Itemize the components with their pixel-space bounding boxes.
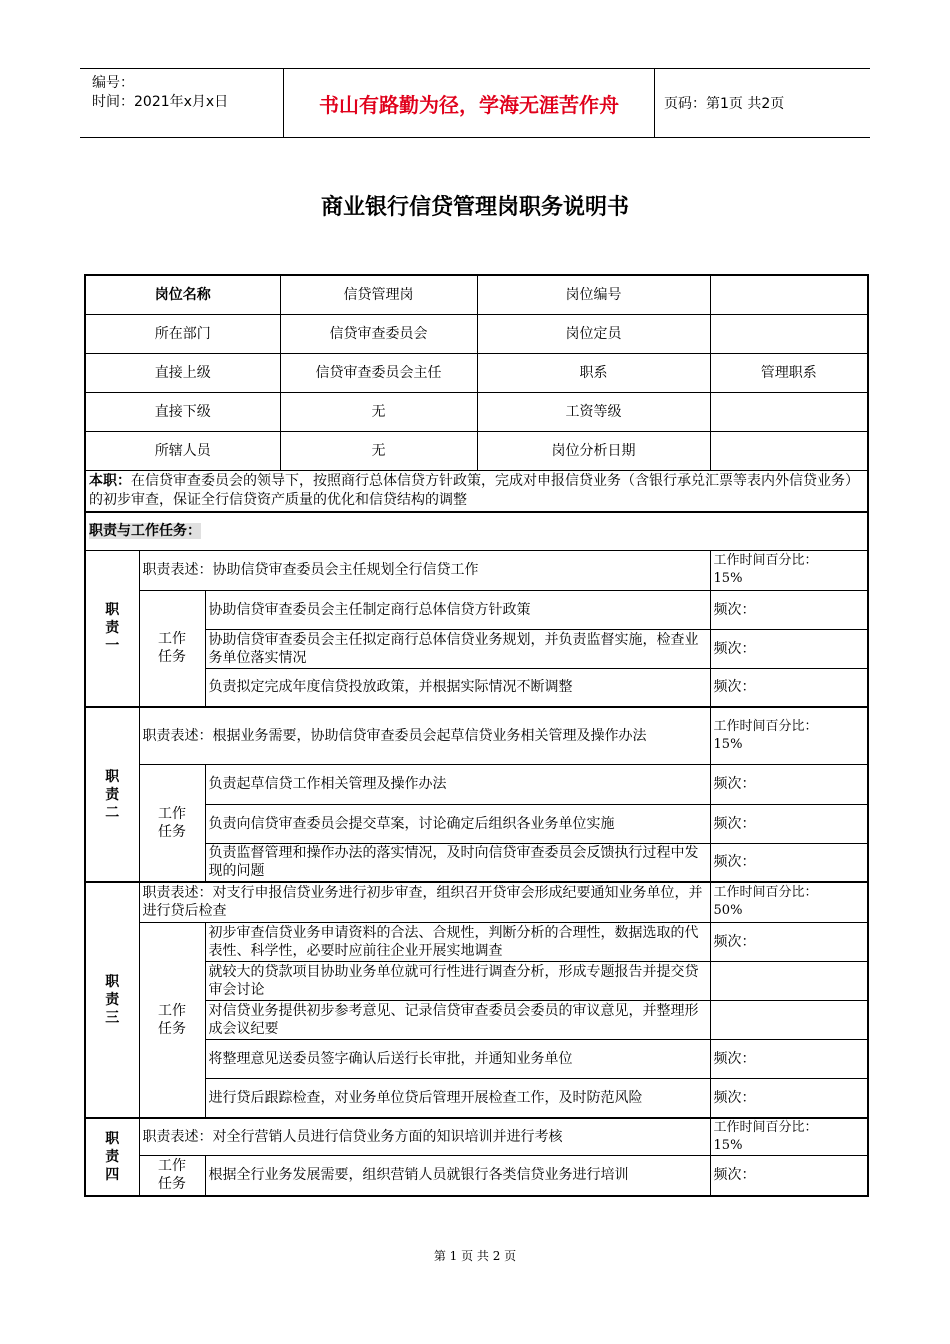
work-task-label: 工作任务 <box>139 1156 205 1196</box>
duty-name: 职责四 <box>105 1130 120 1183</box>
frequency: 频次： <box>710 629 868 668</box>
frequency: 频次： <box>710 668 868 707</box>
info-label: 职系 <box>477 353 710 392</box>
duties-header: 职责与工作任务： <box>89 523 201 540</box>
percent-label: 工作时间百分比： <box>713 553 818 568</box>
work-task-label: 工作任务 <box>139 764 205 882</box>
frequency-empty <box>710 961 868 1000</box>
info-label: 岗位定员 <box>477 314 710 353</box>
duty-name: 职责一 <box>105 602 120 655</box>
header-meta <box>80 69 280 137</box>
info-value: 信贷审查委员会 <box>280 314 477 353</box>
duties-header-row <box>85 512 868 550</box>
mission-text: 在信贷审查委员会的领导下，按照商行总体信贷方针政策，完成对申报信贷业务（含银行承兑汇票等表内外信贷业务）的初步审查，保证全行信贷资产质量的优化和信贷结构的调整 <box>89 472 859 508</box>
percent-label: 工作时间百分比： <box>713 718 818 734</box>
task-text: 协助信贷审查委员会主任拟定商行总体信贷业务规划，并负责监督实施，检查业务单位落实情况 <box>205 629 710 668</box>
frequency: 频次： <box>710 1078 868 1118</box>
duty-heading <box>85 882 139 1118</box>
info-value: 无 <box>280 431 477 470</box>
info-value: 信贷管理岗 <box>280 275 477 314</box>
duty-heading <box>85 1118 139 1196</box>
info-row <box>85 275 868 314</box>
percent-label: 工作时间百分比： <box>713 1120 818 1135</box>
info-row <box>85 392 868 431</box>
duty-description: 职责表述：根据业务需要，协助信贷审查委员会起草信贷业务相关管理及操作办法 <box>139 707 710 764</box>
percent-value: 50% <box>713 903 743 919</box>
duty-name: 职责二 <box>105 768 120 821</box>
task-row <box>85 1156 868 1196</box>
info-value: 无 <box>280 392 477 431</box>
duty-description: 职责表述：对支行申报信贷业务进行初步审查，组织召开贷审会形成纪要通知业务单位，并进行贷后检查 <box>139 882 710 922</box>
duty-desc-row <box>85 1118 868 1156</box>
duty-percent <box>710 707 868 764</box>
task-row <box>85 922 868 961</box>
mission-label: 本职： <box>89 472 131 489</box>
info-row <box>85 431 868 470</box>
duty-desc-row <box>85 882 868 922</box>
task-text: 根据全行业务发展需要，组织营销人员就银行各类信贷业务进行培训 <box>205 1156 710 1196</box>
mission-cell <box>85 470 868 512</box>
duty-heading <box>85 550 139 707</box>
frequency: 频次： <box>710 922 868 961</box>
frequency: 频次： <box>710 843 868 882</box>
info-row <box>85 314 868 353</box>
task-text: 负责监督管理和操作办法的落实情况，及时向信贷审查委员会反馈执行过程中发现的问题 <box>205 843 710 882</box>
duty-description: 职责表述：协助信贷审查委员会主任规划全行信贷工作 <box>139 550 710 590</box>
task-text: 负责拟定完成年度信贷投放政策，并根据实际情况不断调整 <box>205 668 710 707</box>
duty-name: 职责三 <box>105 974 120 1026</box>
work-task-label: 工作任务 <box>139 922 205 1118</box>
duty-percent <box>710 882 868 922</box>
info-label: 直接上级 <box>85 353 280 392</box>
task-text: 将整理意见送委员签字确认后送行长审批，并通知业务单位 <box>205 1039 710 1078</box>
page-info: 页码：第1页 共2页 <box>664 96 785 112</box>
duty-percent <box>710 550 868 590</box>
frequency: 频次： <box>710 1156 868 1196</box>
info-value: 信贷审查委员会主任 <box>280 353 477 392</box>
frequency: 频次： <box>710 764 868 804</box>
percent-value: 15% <box>713 736 743 752</box>
info-value <box>710 431 868 470</box>
date-label: 时间：2021年x月x日 <box>92 94 229 110</box>
mission-row <box>85 470 868 512</box>
task-text: 就较大的贷款项目协助业务单位就可行性进行调查分析，形成专题报告并提交贷审会讨论 <box>205 961 710 1000</box>
percent-value: 15% <box>713 1138 743 1153</box>
info-row <box>85 353 868 392</box>
info-value <box>710 392 868 431</box>
frequency-empty <box>710 1000 868 1039</box>
frequency: 频次： <box>710 1039 868 1078</box>
info-label: 所辖人员 <box>85 431 280 470</box>
task-row <box>85 764 868 804</box>
task-text: 负责向信贷审查委员会提交草案，讨论确定后组织各业务单位实施 <box>205 804 710 843</box>
percent-value: 15% <box>713 571 743 586</box>
duty-percent <box>710 1118 868 1156</box>
work-task-label: 工作任务 <box>139 590 205 707</box>
task-text: 对信贷业务提供初步参考意见、记录信贷审查委员会委员的审议意见，并整理形成会议纪要 <box>205 1000 710 1039</box>
job-description-table <box>84 274 869 1197</box>
info-label: 直接下级 <box>85 392 280 431</box>
task-text: 协助信贷审查委员会主任制定商行总体信贷方针政策 <box>205 590 710 629</box>
info-label: 工资等级 <box>477 392 710 431</box>
duty-description: 职责表述：对全行营销人员进行信贷业务方面的知识培训并进行考核 <box>139 1118 710 1156</box>
info-value: 管理职系 <box>710 353 868 392</box>
number-label: 编号： <box>92 75 134 91</box>
page-footer: 第 1 页 共 2 页 <box>433 1249 517 1263</box>
duty-desc-row <box>85 707 868 764</box>
frequency: 频次： <box>710 590 868 629</box>
document-title: 商业银行信贷管理岗职务说明书 <box>320 195 629 220</box>
info-label: 岗位名称 <box>85 275 280 314</box>
page-header <box>80 68 870 138</box>
duties-header-cell <box>85 512 868 550</box>
info-value <box>710 314 868 353</box>
task-text: 负责起草信贷工作相关管理及操作办法 <box>205 764 710 804</box>
percent-label: 工作时间百分比： <box>713 885 818 901</box>
frequency: 频次： <box>710 804 868 843</box>
info-value <box>710 275 868 314</box>
duty-desc-row <box>85 550 868 590</box>
info-label: 岗位分析日期 <box>477 431 710 470</box>
task-text: 进行贷后跟踪检查，对业务单位贷后管理开展检查工作，及时防范风险 <box>205 1078 710 1118</box>
motto: 书山有路勤为径，学海无涯苦作舟 <box>283 69 655 137</box>
task-row <box>85 590 868 629</box>
task-text: 初步审查信贷业务申请资料的合法、合规性，判断分析的合理性，数据选取的代表性、科学性，必要时应前往企业开展实地调查 <box>205 922 710 961</box>
info-label: 所在部门 <box>85 314 280 353</box>
duty-heading <box>85 707 139 882</box>
info-label: 岗位编号 <box>477 275 710 314</box>
